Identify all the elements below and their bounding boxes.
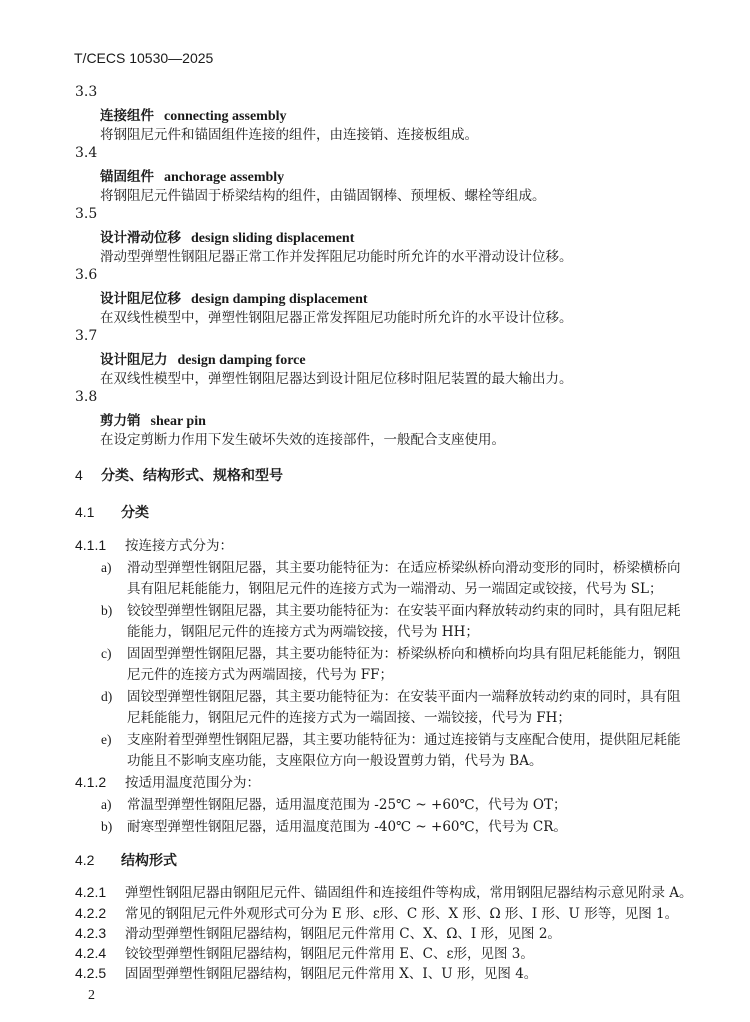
subsection-number: 4.2 — [75, 852, 95, 868]
list-text-continuation: 尼元件的连接方式为两端固接，代号为 FF； — [127, 667, 394, 683]
clause-number: 4.2.4 — [75, 945, 107, 961]
list-text-continuation: 能能力，钢阻尼元件的连接方式为两端铰接，代号为 HH； — [127, 624, 479, 640]
list-text-continuation: 尼耗能能力，钢阻尼元件的连接方式为一端固接、一端铰接，代号为 FH； — [127, 710, 571, 726]
term-zh: 设计阻尼力 — [100, 352, 168, 368]
clause-text: 弹塑性钢阻尼器由钢阻尼元件、锚固组件和连接组件等构成，常用钢阻尼器结构示意见附录 A。 — [125, 885, 693, 901]
term-definition: 将钢阻尼元件锚固于桥梁结构的组件，由锚固钢棒、预埋板、螺栓等组成。 — [100, 188, 546, 204]
clause — [75, 922, 561, 942]
list-marker: b) — [101, 819, 113, 834]
clause — [75, 902, 678, 922]
term-zh: 剪力销 — [100, 413, 141, 429]
section-heading — [75, 465, 283, 485]
page-number: 2 — [88, 988, 95, 1003]
term-number: 3.6 — [75, 267, 98, 283]
document-header: T/CECS 10530—2025 — [74, 50, 214, 66]
term-number: 3.8 — [75, 389, 98, 405]
term-heading — [100, 287, 368, 308]
list-item — [101, 642, 681, 662]
clause — [75, 942, 534, 962]
clause-number: 4.1.1 — [75, 537, 107, 553]
list-text-continuation: 功能且不影响支座功能，支座限位方向一般设置剪力销，代号为 BA。 — [127, 753, 543, 769]
clause-number: 4.1.2 — [75, 774, 107, 790]
list-text-continuation: 具有阻尼耗能能力，钢阻尼元件的连接方式为一端滑动、另一端固定或铰接，代号为 SL； — [127, 581, 663, 597]
clause-text: 按适用温度范围分为： — [125, 775, 260, 791]
term-number: 3.4 — [75, 145, 98, 161]
term-number: 3.3 — [75, 84, 98, 100]
term-zh: 设计滑动位移 — [100, 230, 181, 246]
section-title: 分类、结构形式、规格和型号 — [101, 468, 283, 484]
list-text: 固铰型弹塑性钢阻尼器，其主要功能特征为：在安装平面内一端释放转动约束的同时，具有阻 — [127, 689, 681, 705]
section-number: 4 — [75, 467, 83, 483]
list-marker: c) — [101, 646, 112, 661]
subsection-heading — [75, 850, 177, 870]
list-text: 耐寒型弹塑性钢阻尼器，适用温度范围为 -40℃ ~ +60℃，代号为 CR。 — [127, 819, 567, 835]
clause — [75, 534, 233, 554]
clause-text: 滑动型弹塑性钢阻尼器结构，钢阻尼元件常用 C、X、Ω、I 形，见图 2。 — [125, 926, 561, 942]
clause-number: 4.2.3 — [75, 925, 107, 941]
list-text: 支座附着型弹塑性钢阻尼器，其主要功能特征为：通过连接销与支座配合使用，提供阻尼耗能 — [127, 732, 681, 748]
term-zh: 锚固组件 — [100, 169, 154, 185]
list-text: 固固型弹塑性钢阻尼器，其主要功能特征为：桥梁纵桥向和横桥向均具有阻尼耗能能力，钢阻 — [127, 646, 681, 662]
list-item — [101, 815, 567, 835]
term-en: design damping displacement — [191, 292, 368, 307]
term-definition: 在设定剪断力作用下发生破坏失效的连接部件，一般配合支座使用。 — [100, 432, 505, 448]
subsection-title: 结构形式 — [121, 853, 177, 869]
list-text: 常温型弹塑性钢阻尼器，适用温度范围为 -25℃ ~ +60℃，代号为 OT； — [127, 797, 567, 813]
clause — [75, 881, 693, 901]
list-item — [101, 728, 681, 748]
subsection-heading — [75, 502, 149, 522]
term-en: design sliding displacement — [191, 231, 355, 246]
subsection-number: 4.1 — [75, 504, 95, 520]
term-heading — [100, 226, 354, 247]
term-number: 3.7 — [75, 328, 98, 344]
term-zh: 连接组件 — [100, 108, 154, 124]
term-heading — [100, 165, 284, 186]
clause-number: 4.2.5 — [75, 965, 107, 981]
list-text: 铰铰型弹塑性钢阻尼器，其主要功能特征为：在安装平面内释放转动约束的同时，具有阻尼耗 — [127, 603, 681, 619]
list-marker: d) — [101, 689, 113, 704]
term-definition: 滑动型弹塑性钢阻尼器正常工作并发挥阻尼功能时所允许的水平滑动设计位移。 — [100, 249, 573, 265]
clause-number: 4.2.1 — [75, 884, 107, 900]
term-definition: 将钢阻尼元件和锚固组件连接的组件，由连接销、连接板组成。 — [100, 127, 478, 143]
term-en: connecting assembly — [164, 109, 287, 124]
clause-text: 铰铰型弹塑性钢阻尼器结构，钢阻尼元件常用 E、C、ε形，见图 3。 — [125, 946, 534, 962]
term-definition: 在双线性模型中，弹塑性钢阻尼器正常发挥阻尼功能时所允许的水平设计位移。 — [100, 310, 573, 326]
term-en: shear pin — [150, 414, 206, 429]
subsection-title: 分类 — [121, 505, 149, 521]
term-en: design damping force — [177, 353, 306, 368]
list-marker: b) — [101, 603, 113, 618]
term-heading — [100, 104, 287, 125]
list-text: 滑动型弹塑性钢阻尼器，其主要功能特征为：在适应桥梁纵桥向滑动变形的同时，桥梁横桥向 — [127, 560, 681, 576]
clause-text: 固固型弹塑性钢阻尼器结构，钢阻尼元件常用 X、I、U 形，见图 4。 — [125, 966, 538, 982]
list-item — [101, 793, 566, 813]
term-zh: 设计阻尼位移 — [100, 291, 181, 307]
term-definition: 在双线性模型中，弹塑性钢阻尼器达到设计阻尼位移时阻尼装置的最大输出力。 — [100, 371, 573, 387]
clause-number: 4.2.2 — [75, 905, 107, 921]
list-item — [101, 599, 681, 619]
clause — [75, 962, 537, 982]
clause-text: 按连接方式分为： — [125, 538, 233, 554]
list-item — [101, 556, 681, 576]
term-heading — [100, 348, 306, 369]
term-heading — [100, 409, 206, 430]
list-marker: a) — [101, 797, 112, 812]
list-item — [101, 685, 681, 705]
clause-text: 常见的钢阻尼元件外观形式可分为 E 形、ε形、C 形、X 形、Ω 形、I 形、U 形等，见图 1。 — [125, 906, 679, 922]
list-marker: a) — [101, 560, 112, 575]
list-marker: e) — [101, 732, 112, 747]
clause — [75, 771, 260, 791]
term-number: 3.5 — [75, 206, 98, 222]
term-en: anchorage assembly — [164, 170, 285, 185]
